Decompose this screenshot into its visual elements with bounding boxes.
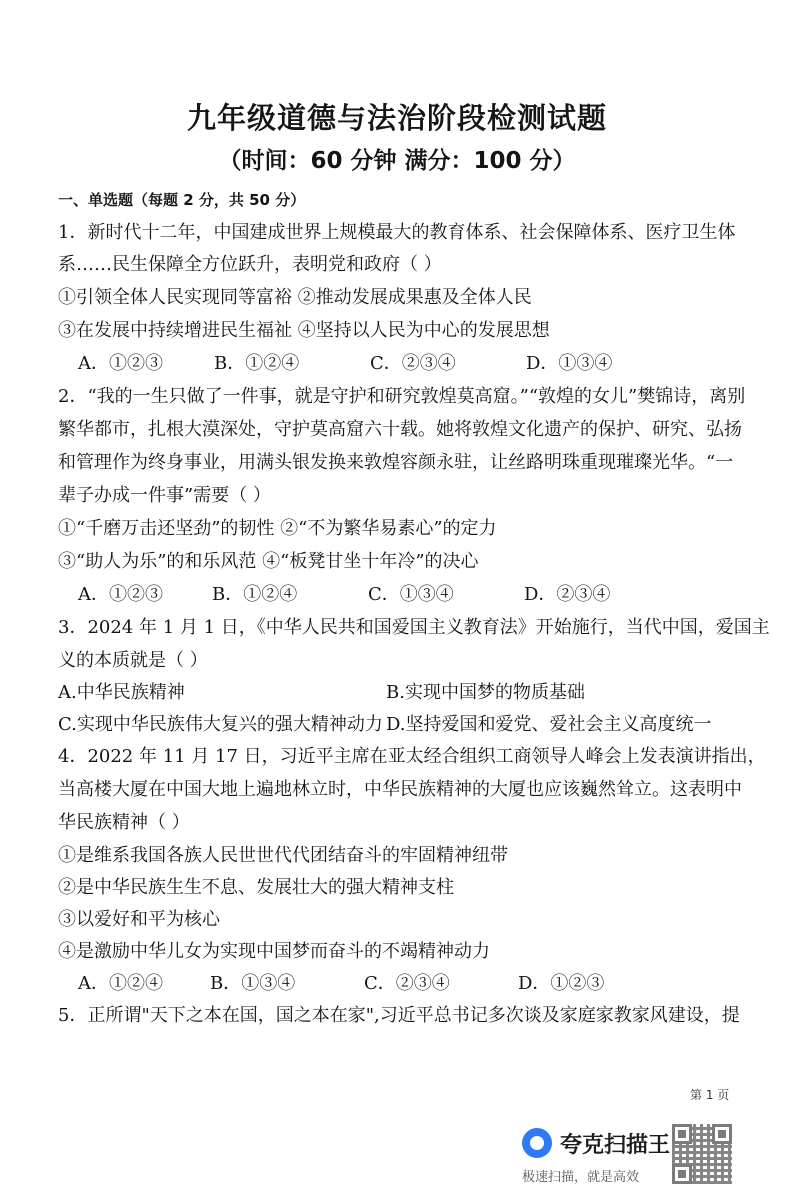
question-text-line: 和管理作为终身事业，用满头银发换来敦煌容颜永驻，让丝路明珠重现璀璨光华。“一 [58, 452, 734, 473]
question-text-line: 5．正所谓"天下之本在国，国之本在家",习近平总书记多次谈及家庭家教家风建设，提 [58, 1005, 740, 1026]
option-d: D．②③④ [524, 584, 611, 605]
choice-line: ①引领全体人民实现同等富裕 ②推动发展成果惠及全体人民 [58, 287, 532, 308]
page-number: 第 1 页 [690, 1088, 730, 1102]
choice-line: ③“助人为乐”的和乐风范 ④“板凳甘坐十年冷”的决心 [58, 551, 479, 572]
question-text-line: 系……民生保障全方位跃升，表明党和政府（ ） [58, 254, 442, 275]
option-a: A．①②④ [78, 973, 163, 994]
option-b: B.实现中国梦的物质基础 [386, 682, 585, 703]
question-text-line: 繁华都市，扎根大漠深处，守护莫高窟六十载。她将敦煌文化遗产的保护、研究、弘扬 [58, 419, 742, 440]
choice-line: ②是中华民族生生不息、发展壮大的强大精神支柱 [58, 877, 454, 898]
option-a: A．①②③ [78, 353, 163, 374]
option-c: C．①③④ [368, 584, 454, 605]
question-text-line: 义的本质就是（ ） [58, 650, 208, 671]
choice-line: ①是维系我国各族人民世世代代团结奋斗的牢固精神纽带 [58, 845, 508, 866]
option-c: C．②③④ [364, 973, 450, 994]
exam-subtitle: （时间：60 分钟 满分：100 分） [218, 148, 576, 174]
option-b: B．①②④ [212, 584, 298, 605]
option-c: C.实现中华民族伟大复兴的强大精神动力 [58, 714, 383, 735]
question-text-line: 1．新时代十二年，中国建成世界上规模最大的教育体系、社会保障体系、医疗卫生体 [58, 222, 736, 243]
question-text-line: 辈子办成一件事”需要（ ） [58, 485, 271, 506]
brand-name: 夸克扫描王 [560, 1133, 671, 1158]
option-d: D．①②③ [518, 973, 605, 994]
option-d: D．①③④ [526, 353, 613, 374]
qr-finder [672, 1124, 692, 1144]
option-a: A．①②③ [78, 584, 163, 605]
choice-line: ④是激励中华儿女为实现中国梦而奋斗的不竭精神动力 [58, 941, 490, 962]
section-heading: 一、单选题（每题 2 分，共 50 分） [58, 191, 306, 209]
qr-finder [672, 1164, 692, 1184]
option-d: D.坚持爱国和爱党、爱社会主义高度统一 [386, 714, 712, 735]
question-text-line: 4．2022 年 11 月 17 日，习近平主席在亚太经合组织工商领导人峰会上发表演讲指出， [58, 746, 766, 767]
choice-line: ③以爱好和平为核心 [58, 909, 220, 930]
option-a: A.中华民族精神 [58, 682, 185, 703]
choice-line: ①“千磨万击还坚劲”的韧性 ②“不为繁华易素心”的定力 [58, 518, 497, 539]
scanner-watermark [522, 1124, 672, 1184]
option-c: C．②③④ [370, 353, 456, 374]
question-text-line: 华民族精神（ ） [58, 812, 190, 833]
qr-finder [712, 1124, 732, 1144]
option-b: B．①②④ [214, 353, 300, 374]
brand-slogan: 极速扫描，就是高效 [522, 1170, 640, 1185]
question-text-line: 当高楼大厦在中国大地上遍地林立时，中华民族精神的大厦也应该巍然耸立。这表明中 [58, 779, 742, 800]
option-b: B．①③④ [210, 973, 296, 994]
question-text-line: 2．“我的一生只做了一件事，就是守护和研究敦煌莫高窟。”“敦煌的女儿”樊锦诗，离别 [58, 386, 746, 407]
quark-logo-icon [522, 1128, 552, 1158]
question-text-line: 3．2024 年 1 月 1 日，《中华人民共和国爱国主义教育法》开始施行，当代中国，爱国主 [58, 617, 770, 638]
qr-code-icon [672, 1124, 732, 1184]
exam-title: 九年级道德与法治阶段检测试题 [186, 101, 607, 135]
choice-line: ③在发展中持续增进民生福祉 ④坚持以人民为中心的发展思想 [58, 320, 550, 341]
